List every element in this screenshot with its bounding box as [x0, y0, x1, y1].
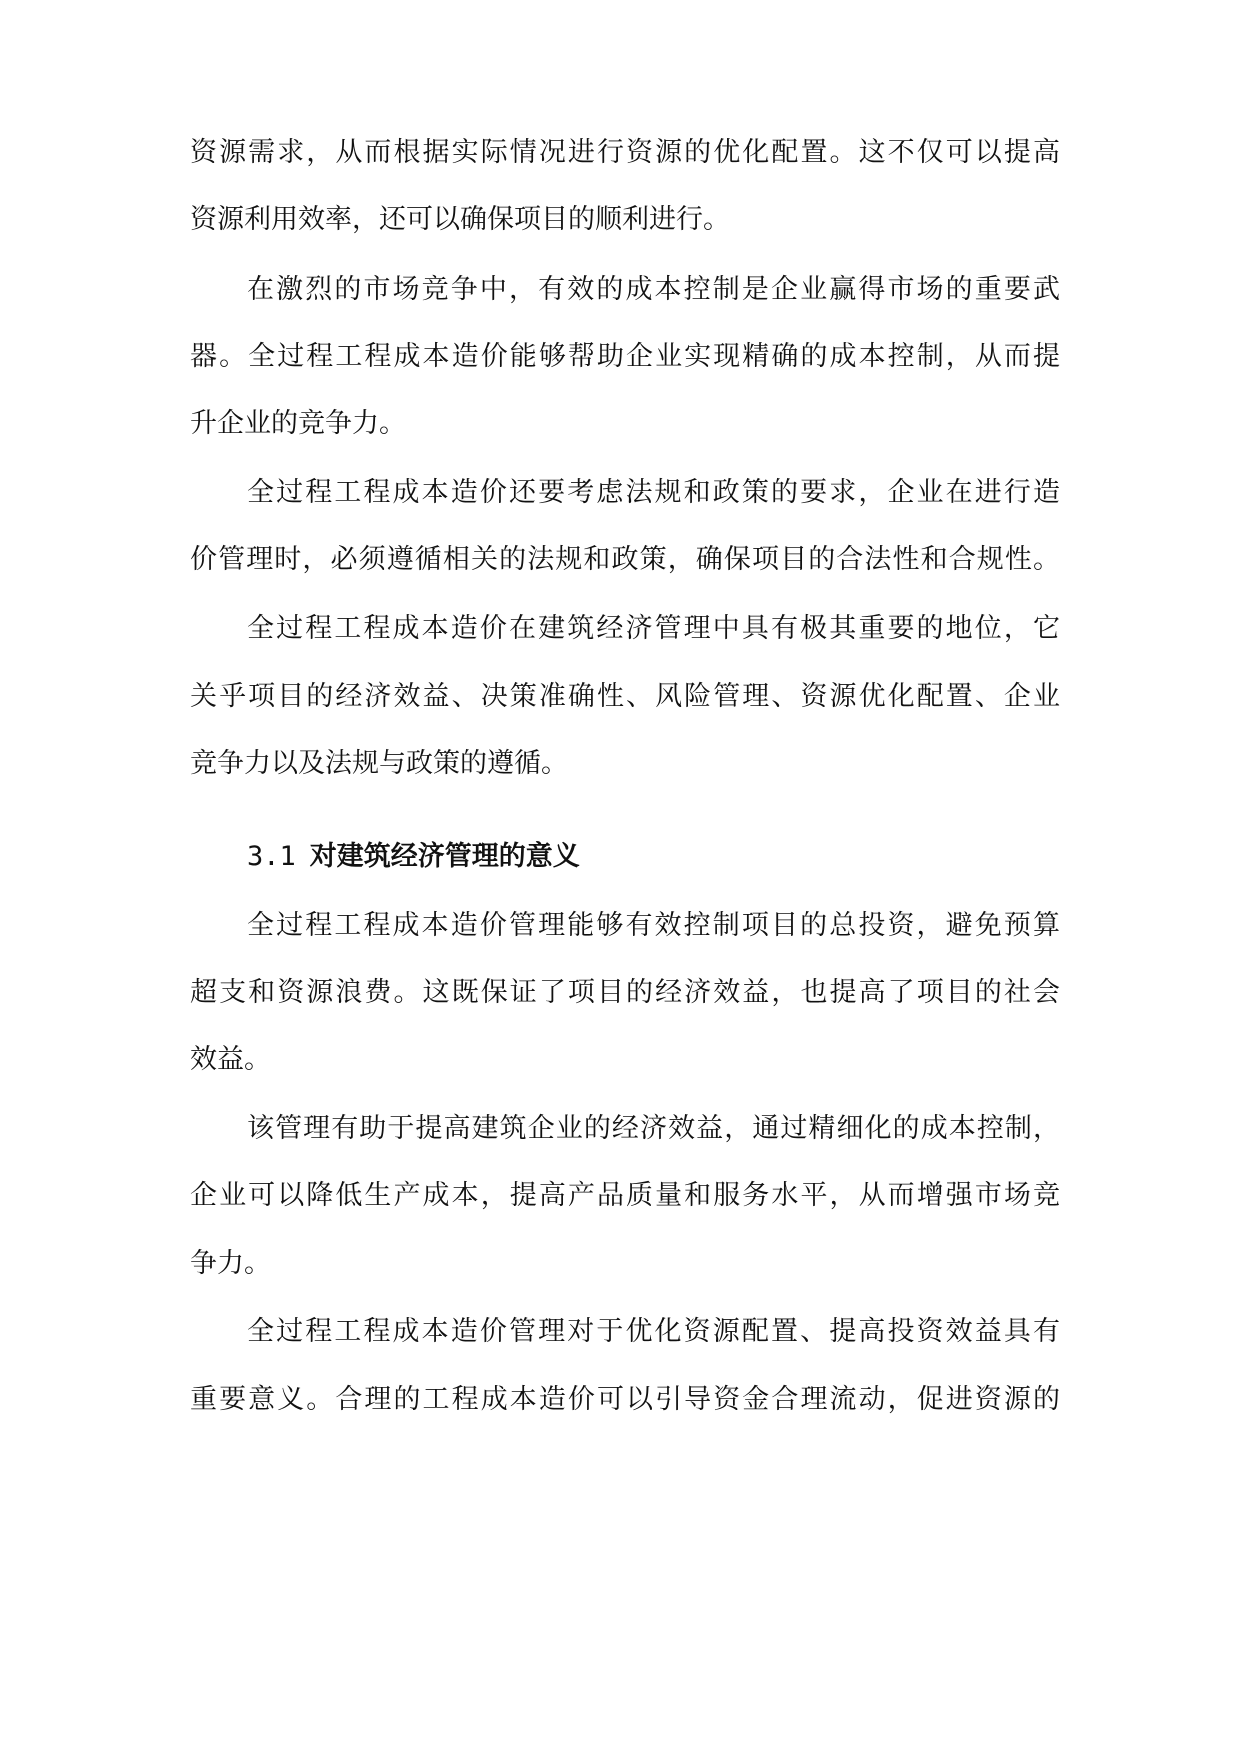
section-paragraph-2-line-1: 该管理有助于提高建筑企业的经济效益，通过精细化的成本控制， [247, 1113, 1060, 1144]
paragraph-1-line-2: 资源利用效率，还可以确保项目的顺利进行。 [190, 204, 730, 235]
section-paragraph-1-line-2: 超支和资源浪费。这既保证了项目的经济效益，也提高了项目的社会 [190, 977, 1060, 1008]
section-heading [247, 837, 1060, 877]
paragraph-2-line-2: 器。全过程工程成本造价能够帮助企业实现精确的成本控制，从而提 [190, 341, 1060, 372]
section-title: 对建筑经济管理的意义 [309, 841, 580, 872]
paragraph-4-line-3: 竞争力以及法规与政策的遵循。 [190, 748, 568, 779]
paragraph-4-line-1: 全过程工程成本造价在建筑经济管理中具有极其重要的地位，它 [247, 613, 1060, 644]
section-paragraph-1-line-1: 全过程工程成本造价管理能够有效控制项目的总投资，避免预算 [247, 910, 1060, 941]
paragraph-3-line-1: 全过程工程成本造价还要考虑法规和政策的要求，企业在进行造 [247, 477, 1060, 508]
paragraph-2-line-1: 在激烈的市场竞争中，有效的成本控制是企业赢得市场的重要武 [247, 274, 1060, 305]
section-paragraph-2-line-2: 企业可以降低生产成本，提高产品质量和服务水平，从而增强市场竞 [190, 1180, 1060, 1211]
paragraph-2-line-3: 升企业的竞争力。 [190, 408, 406, 439]
section-paragraph-3-line-1: 全过程工程成本造价管理对于优化资源配置、提高投资效益具有 [247, 1316, 1060, 1347]
paragraph-3-line-2: 价管理时，必须遵循相关的法规和政策，确保项目的合法性和合规性。 [190, 544, 1060, 575]
paragraph-1-line-1: 资源需求，从而根据实际情况进行资源的优化配置。这不仅可以提高 [190, 137, 1060, 168]
section-paragraph-2-line-3: 争力。 [190, 1248, 271, 1279]
section-paragraph-1-line-3: 效益。 [190, 1044, 271, 1075]
section-paragraph-3-line-2: 重要意义。合理的工程成本造价可以引导资金合理流动，促进资源的 [190, 1384, 1060, 1415]
section-number: 3.1 [247, 841, 296, 872]
paragraph-4-line-2: 关乎项目的经济效益、决策准确性、风险管理、资源优化配置、企业 [190, 681, 1060, 712]
